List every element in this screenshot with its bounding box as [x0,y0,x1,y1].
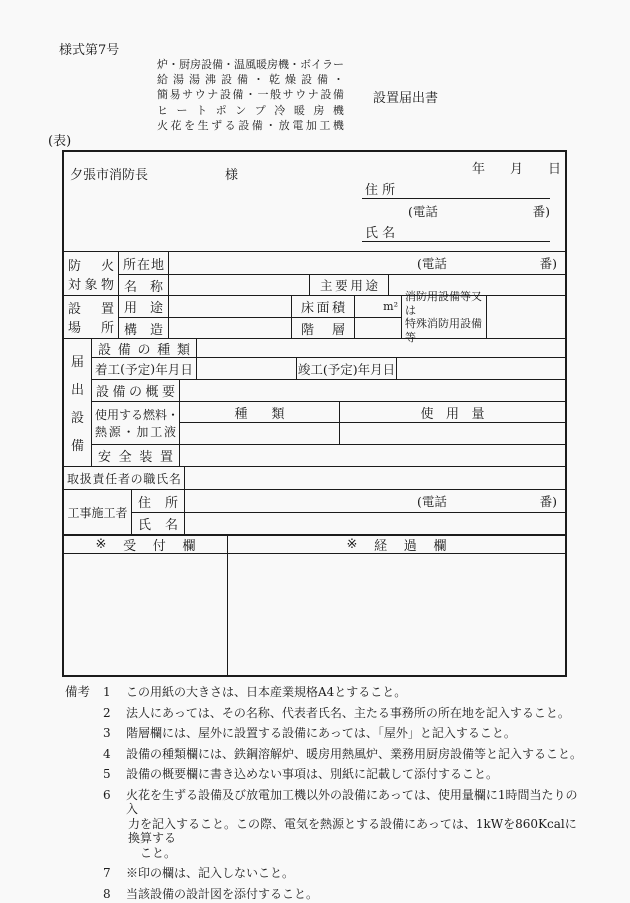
progress-area [228,554,565,675]
equipment-kind-value [197,339,565,357]
note-6-lines: 火花を生ずる設備及び放電加工機以外の設備にあっては、使用量欄に1時間当たりの入 力を記入すること。この際、電気を熱源とする設備にあっては、1kWを860Kcalに換算する こと。 [126,787,578,860]
phone-open: (電話 [408,204,438,219]
progress-column-header: ※ 経 過 欄 [346,537,447,554]
day-label: 日 [548,162,562,177]
title-line-4: ヒ ー ト ポ ン プ 冷 暖 房 機 [157,103,344,117]
sqm-unit: m² [383,300,398,313]
name-value [169,275,310,295]
contractor-name-value [185,513,565,534]
title-line-1: 炉 ・ 厨 房 設 備 ・ 温 風 暖 房 機 ・ ボ イ ラ ー [157,58,344,71]
phone-close: 番) [539,494,557,509]
note-item: 4 設備の種類欄には、鉄鋼溶解炉、暖房用熱風炉、業務用厨房設備等と記入すること。 [103,746,583,761]
contractor-label: 工事施工者 [64,490,132,534]
use-value [169,296,292,317]
document-name: 設置届出書 [373,91,439,106]
note-item: 2 法人にあっては、その名称、代表者氏名、主たる事務所の所在地を記入すること。 [103,705,570,720]
notification-block [64,339,565,467]
floor-area-label: 床 面 積 [292,296,355,317]
phone-open: (電話 [417,494,447,509]
use-label: 用 途 [119,296,169,317]
outline-value [180,380,565,401]
address-label: 住 所 [365,183,396,198]
receipt-column-header: ※ 受 付 欄 [64,536,228,553]
address-field [362,180,550,199]
title-block [157,57,344,133]
fuel-label: 使用する燃料・ 熱 源 ・ 加 工 液 [92,402,180,444]
floor-area-value [355,296,402,317]
type-column-header: 種 類 [180,402,340,422]
structure-value [169,318,292,338]
floor-label: 階 層 [292,318,355,338]
date-line [472,158,561,177]
notes-section [65,685,585,903]
contractor-address-value [185,490,565,512]
note-item: 5 設備の概要欄に書き込めない事項は、別紙に記載して添付すること。 [103,767,499,781]
safety-label: 安 全 装 置 [92,445,180,466]
note-item: 8 当該設備の設計図を添付すること。 [103,886,319,901]
amount-value [340,423,565,444]
phone-open: (電話 [417,256,447,271]
structure-label: 構 造 [119,318,169,338]
name-label: 氏 名 [365,226,396,241]
floor-value [355,318,402,338]
stamp-section [64,534,565,675]
fire-equipment-value [487,296,565,338]
safety-value [180,445,565,466]
start-date-value [197,358,297,379]
title-line-5: 火 花 を 生 ず る 設 備 ・ 放 電 加 工 機 [157,118,344,132]
handler-label: 取 扱 責 任 者 の 職 氏 名 [64,467,185,489]
phone-line [362,202,550,220]
honorific: 様 [225,168,239,183]
fire-target-block [64,252,565,296]
site-label: 設 置 場 所 [64,296,119,338]
phone-close: 番) [539,256,557,271]
handler-value [185,467,565,489]
main-use-label: 主 要 用 途 [310,275,389,295]
note-item: 6 火花を生ずる設備及び放電加工機以外の設備にあっては、使用量欄に1時間当たりの入 力を記入すること。この際、電気を熱源とする設備にあっては、1kWを860Kcalに換算する こと。 [65,788,585,861]
form-table [62,150,567,677]
note-item: 7 ※印の欄は、記入しないこと。 [103,866,295,880]
fire-target-label: 防 火 対 象 物 [64,252,119,295]
location-value [169,252,565,274]
month-label: 月 [510,162,524,177]
amount-column-header: 使 用 量 [420,406,485,422]
name-field [362,223,550,242]
notification-side-label: 届 出 設 備 [64,339,92,466]
phone-close: 番) [532,204,550,219]
fire-equipment-label: 消防用設備等又は 特殊消防用設備等 [402,296,487,338]
completion-date-value [397,358,565,379]
outline-label: 設 備 の 概 要 [92,380,180,401]
side-label: (表) [48,134,72,149]
addressee-line [70,164,238,183]
site-block [64,290,565,344]
type-value [180,423,340,444]
contractor-name-label: 氏 名 [132,513,185,534]
name-label-cell: 名 称 [119,275,169,295]
start-date-label: 着 工 ( 予 定 ) 年 月 日 [92,358,197,379]
location-label: 所 在 地 [119,252,169,274]
title-line-2: 給 湯 湯 沸 設 備 ・ 乾 燥 設 備 ・ [157,73,344,87]
note-item: 3 階層欄には、屋外に設置する設備にあっては、「屋外」と記入すること。 [103,726,516,740]
receipt-area [64,554,228,675]
equipment-kind-label: 設 備 の 種 類 [92,339,197,357]
form-header [64,152,565,252]
year-label: 年 [472,162,486,177]
completion-date-label: 竣工(予定)年月日 [297,358,397,379]
contractor-address-label: 住 所 [132,490,185,512]
contractor-block [64,490,565,534]
form-number: 様式第7号 [59,43,120,58]
note-item: 備考 1 この用紙の大きさは、日本産業規格A4とすること。 [65,684,407,699]
notes-label: 備考 [65,684,91,699]
title-line-3: 簡 易 サ ウ ナ 設 備 ・ 一 般 サ ウ ナ 設 備 [157,88,344,102]
addressee: 夕張市消防長 [70,168,149,183]
handler-row [64,467,565,490]
